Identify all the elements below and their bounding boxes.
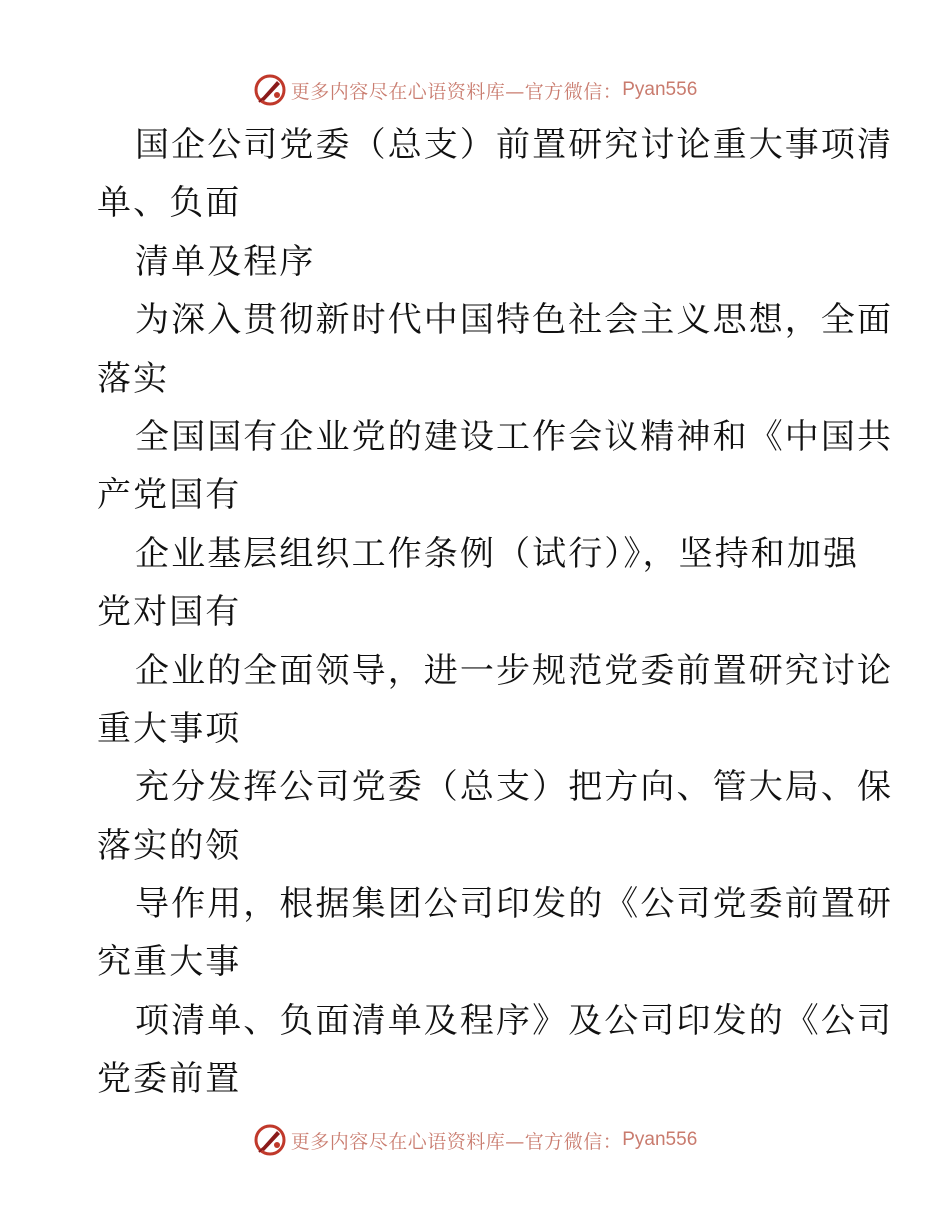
body-line: 重大事项 — [97, 708, 242, 749]
body-line: 党对国有 — [97, 592, 242, 633]
watermark-text: 更多内容尽在心语资料库—官方微信： — [290, 1130, 623, 1153]
quill-logo-icon — [253, 73, 287, 107]
body-line: 党委前置 — [97, 1059, 242, 1100]
body-line: 落实 — [97, 358, 170, 399]
body-line: 落实的领 — [97, 825, 242, 866]
quill-logo-icon — [253, 1123, 287, 1157]
body-line: 企业的全面领导，进一步规范党委前置研究讨论 — [135, 650, 894, 691]
document-body — [97, 116, 894, 1109]
body-line: 为深入贯彻新时代中国特色社会主义思想，全面 — [135, 300, 894, 341]
body-line: 充分发挥公司党委（总支）把方向、管大局、保 — [135, 767, 894, 808]
watermark-wechat-id: Pyan556 — [622, 79, 698, 100]
body-line: 单、负面 — [97, 183, 242, 224]
body-line: 企业基层组织工作条例（试行）》，坚持和加强 — [135, 533, 860, 574]
body-line: 导作用，根据集团公司印发的《公司党委前置研 — [135, 884, 894, 925]
footer-watermark — [0, 1122, 950, 1158]
body-line: 究重大事 — [97, 942, 242, 983]
watermark-text: 更多内容尽在心语资料库—官方微信： — [290, 80, 623, 103]
body-line: 国企公司党委（总支）前置研究讨论重大事项清 — [135, 125, 894, 165]
header-watermark — [0, 72, 950, 108]
watermark-wechat-id: Pyan556 — [622, 1129, 698, 1150]
body-line: 全国国有企业党的建设工作会议精神和《中国共 — [135, 416, 894, 457]
body-line: 产党国有 — [97, 475, 242, 516]
body-line: 清单及程序 — [135, 241, 316, 282]
body-line: 项清单、负面清单及程序》及公司印发的《公司 — [135, 1000, 894, 1041]
